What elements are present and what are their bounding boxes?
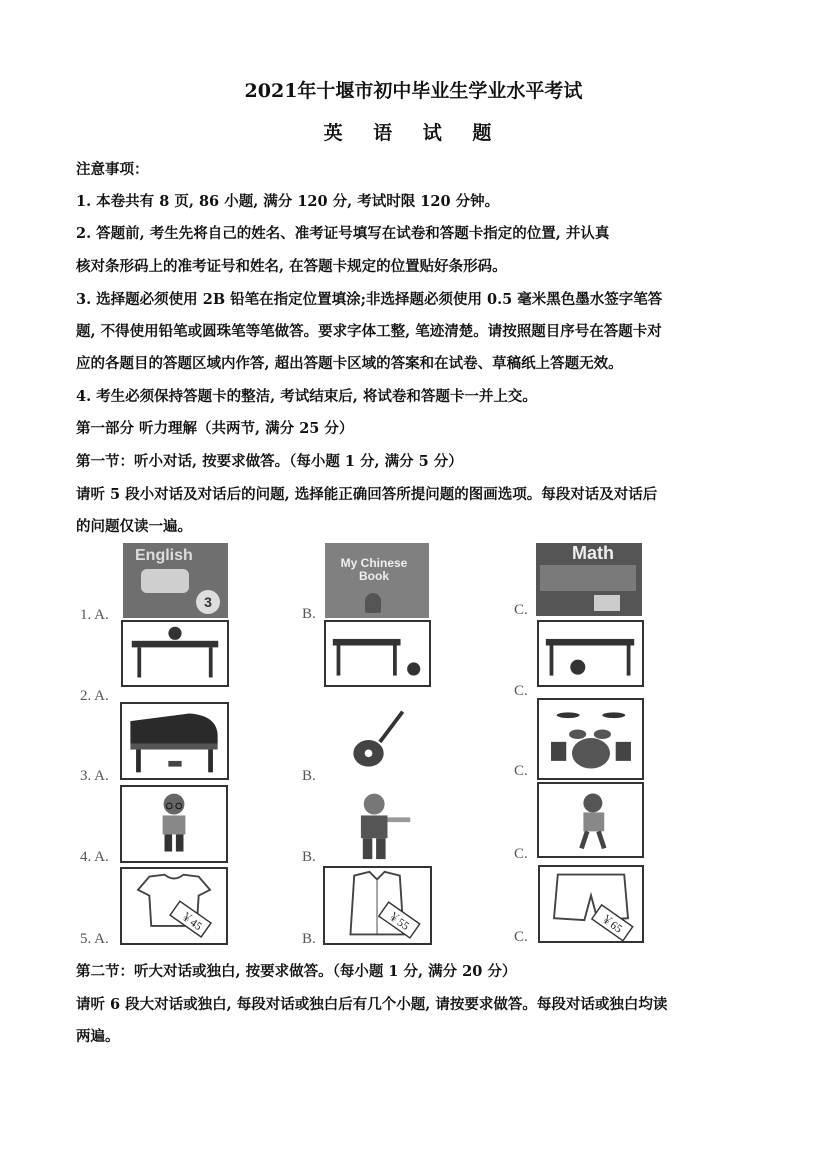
question-label: 5. A. <box>80 931 109 947</box>
boy-with-cap-image <box>324 785 432 863</box>
ball-beside-table-image <box>324 620 431 687</box>
option-b-label: B. <box>302 606 316 622</box>
question-label: 2. A. <box>80 688 109 704</box>
price-tag-55: ￥55 <box>385 910 412 933</box>
instruction-line: 的问题仅读一遍。 <box>76 518 192 535</box>
question-label: 1. A. <box>80 607 109 623</box>
note-line: 1. 本卷共有 8 页, 86 小题, 满分 120 分, 考试时限 120 分钟。 <box>76 193 500 210</box>
section-heading: 第二节：听大对话或独白, 按要求做答。（每小题 1 分, 满分 20 分） <box>76 963 517 980</box>
math-book-image: Math <box>536 543 642 616</box>
option-b-label: B. <box>302 768 316 784</box>
question-label: 3. A. <box>80 768 109 784</box>
note-line: 3. 选择题必须使用 2B 铅笔在指定位置填涂;非选择题必须使用 0.5 毫米黑色墨水签字笔答 <box>76 291 663 308</box>
part-heading: 第一部分 听力理解（共两节, 满分 25 分） <box>76 420 354 437</box>
note-line: 应的各题目的答题区域内作答, 超出答题卡区域的答案和在试卷、草稿纸上答题无效。 <box>76 355 623 372</box>
note-line: 4. 考生必须保持答题卡的整洁, 考试结束后, 将试卷和答题卡一并上交。 <box>76 388 537 405</box>
instruction-line: 请听 6 段大对话或独白, 每段对话或独白后有几个小题, 请按要求做答。每段对话或独白均读 <box>76 996 668 1013</box>
option-c-label: C. <box>514 602 528 618</box>
page-title: 2021年十堰市初中毕业生学业水平考试 <box>244 80 583 102</box>
ball-on-table-image <box>121 620 229 687</box>
shirt-image <box>323 866 432 945</box>
instruction-line: 请听 5 段小对话及对话后的问题, 选择能正确回答所提问题的图画选项。每段对话及对话后 <box>76 486 658 503</box>
piano-image <box>120 702 229 780</box>
notes-heading: 注意事项： <box>76 161 149 178</box>
instruction-line: 两遍。 <box>76 1028 120 1045</box>
guitar-image <box>324 702 432 780</box>
chinese-book-image: My Chinese Book <box>325 543 429 618</box>
option-c-label: C. <box>514 683 528 699</box>
t-shirt-image <box>120 867 228 945</box>
section-heading: 第一节：听小对话, 按要求做答。（每小题 1 分, 满分 5 分） <box>76 453 463 470</box>
option-b-label: B. <box>302 931 316 947</box>
option-b-label: B. <box>302 849 316 865</box>
page-subtitle: 英 语 试 题 <box>323 122 504 144</box>
boy-with-glasses-image <box>120 785 228 863</box>
drums-image <box>537 698 644 780</box>
option-c-label: C. <box>514 846 528 862</box>
english-book-image: English 3 <box>123 543 228 618</box>
price-tag-65: ￥65 <box>598 912 625 936</box>
price-tag-45: ￥45 <box>178 910 204 934</box>
option-c-label: C. <box>514 929 528 945</box>
boy-running-image <box>537 782 644 858</box>
shorts-image <box>538 865 644 943</box>
ball-under-table-image <box>537 620 644 687</box>
question-label: 4. A. <box>80 849 109 865</box>
note-line: 2. 答题前, 考生先将自己的姓名、准考证号填写在试卷和答题卡指定的位置, 并认真 <box>76 225 610 242</box>
note-line: 核对条形码上的准考证号和姓名, 在答题卡规定的位置贴好条形码。 <box>76 258 507 275</box>
note-line: 题, 不得使用铅笔或圆珠笔等笔做答。要求字体工整, 笔迹清楚。请按照题目序号在答题卡对 <box>76 323 662 340</box>
option-c-label: C. <box>514 763 528 779</box>
